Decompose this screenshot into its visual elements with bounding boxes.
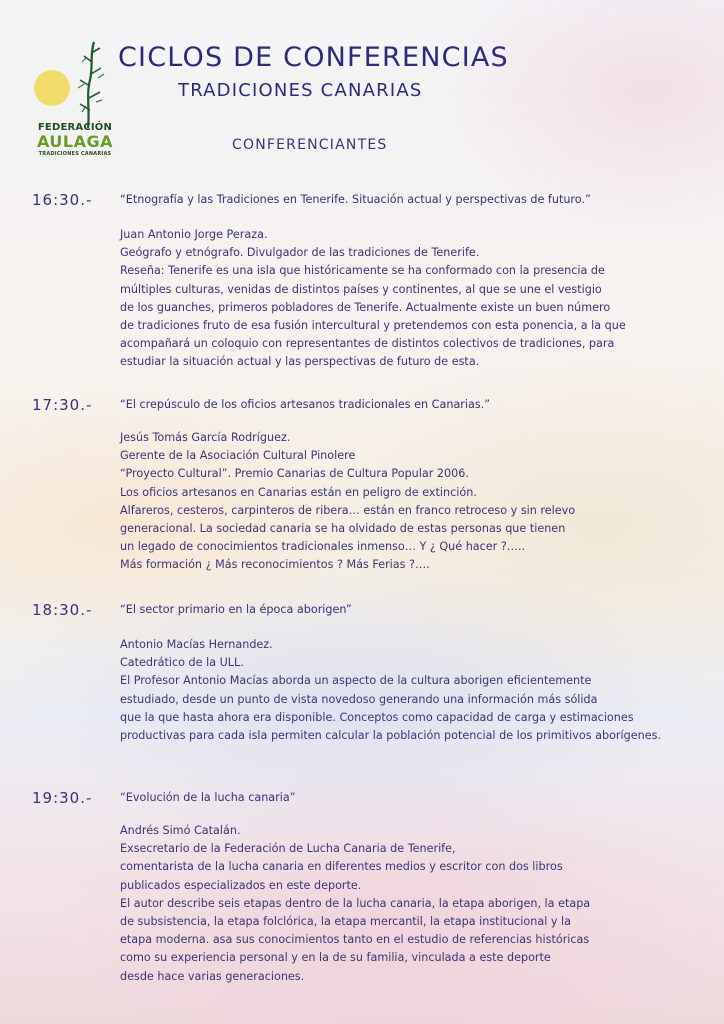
talk-title: “Etnografía y las Tradiciones en Tenerife. Situación actual y perspectivas de futuro.” — [120, 193, 591, 206]
talk-line: desde hace varias generaciones. — [120, 969, 305, 983]
talk-line: estudiar la situación actual y las perspectivas de futuro de esta. — [120, 355, 480, 369]
talk-body — [120, 822, 700, 986]
talk-line: Los oficios artesanos en Canarias están en peligro de extinción. — [120, 485, 477, 499]
talk-line: múltiples culturas, venidas de distintos países y continentes, al que se une el vestigio — [120, 282, 602, 296]
talk-speaker: Andrés Simó Catalán. — [120, 824, 241, 837]
talk-line: Alfareros, cesteros, carpinteros de ribera… están en franco retroceso y sin relevo — [120, 503, 576, 517]
talk-speaker: Jesús Tomás García Rodríguez. — [120, 431, 291, 444]
talk-time: 17:30.- — [32, 396, 93, 414]
talk-body — [120, 226, 700, 372]
talk-line: generacional. La sociedad canaria se ha olvidado de estas personas que tienen — [120, 522, 566, 536]
talk-line: de tradiciones fruto de esa fusión intercultural y pretendemos con esta ponencia, a la que — [120, 319, 626, 333]
talk-line: “Proyecto Cultural”. Premio Canarias de Cultura Popular 2006. — [120, 467, 469, 481]
federation-logo — [30, 40, 122, 160]
talk-line: Gerente de la Asociación Cultural Pinolere — [120, 449, 356, 463]
talk-line: Más formación ¿ Más reconocimientos ? Más Ferias ?…. — [120, 558, 430, 572]
talk-line: que la que hasta ahora era disponible. Conceptos como capacidad de carga y estimaciones — [120, 710, 634, 724]
talk-line: productivas para cada isla permiten calcular la población potencial de los primitivos aborígenes. — [120, 729, 661, 743]
talk-line: Geógrafo y etnógrafo. Divulgador de las tradiciones de Tenerife. — [120, 246, 480, 260]
page-title: CICLOS DE CONFERENCIAS — [118, 42, 509, 73]
talk-line: comentarista de la lucha canaria en diferentes medios y escritor con dos libros — [120, 860, 563, 874]
page-subtitle: TRADICIONES CANARIAS — [178, 80, 423, 101]
logo-aulaga-text: AULAGA — [37, 132, 113, 151]
talk-line: El autor describe seis etapas dentro de la lucha canaria, la etapa aborigen, la etapa — [120, 896, 591, 910]
talk-line: publicados especializados en este deporte. — [120, 878, 362, 892]
talk-title: “Evolución de la lucha canaria” — [120, 791, 296, 804]
talk-line: de los guanches, primeros pobladores de Tenerife. Actualmente existe un buen número — [120, 300, 611, 314]
logo-federacion-text: FEDERACIÓN — [37, 122, 113, 133]
talk-time: 18:30.- — [32, 601, 93, 619]
talk-line: acompañará un coloquio con representantes de distintos colectivos de tradiciones, para — [120, 337, 615, 351]
talk-line: El Profesor Antonio Macías aborda un aspecto de la cultura aborigen eficientemente — [120, 674, 592, 688]
talk-title: “El sector primario en la época aborigen” — [120, 603, 352, 616]
logo-tradiciones-text: TRADICIONES CANARIAS — [38, 151, 112, 157]
talk-body — [120, 429, 700, 575]
talk-line: de subsistencia, la etapa folclórica, la etapa mercantil, la etapa institucional y la — [120, 915, 572, 929]
talk-line: Reseña: Tenerife es una isla que históricamente se ha conformado con la presencia de — [120, 264, 605, 278]
talk-line: Exsecretario de la Federación de Lucha Canaria de Tenerife, — [120, 842, 456, 856]
talk-speaker: Juan Antonio Jorge Peraza. — [120, 228, 268, 241]
talk-speaker: Antonio Macías Hernandez. — [120, 638, 273, 651]
talk-time: 19:30.- — [32, 789, 93, 807]
talk-line: estudiado, desde un punto de vista novedoso generando una información más sólida — [120, 692, 598, 706]
talk-title: “El crepúsculo de los oficios artesanos tradicionales en Canarias.” — [120, 398, 491, 411]
talk-line: como su experiencia personal y en la de su familia, vinculada a este deporte — [120, 951, 551, 965]
sun-and-plant-icon — [30, 40, 122, 130]
talk-time: 16:30.- — [32, 191, 93, 209]
section-heading: CONFERENCIANTES — [232, 137, 388, 153]
talk-body — [120, 636, 700, 745]
talk-line: un legado de conocimientos tradicionales inmenso… Y ¿ Qué hacer ?….. — [120, 540, 526, 554]
talk-line: etapa moderna. asa sus conocimientos tanto en el estudio de referencias históricas — [120, 933, 590, 947]
talk-line: Catedrático de la ULL. — [120, 656, 244, 670]
